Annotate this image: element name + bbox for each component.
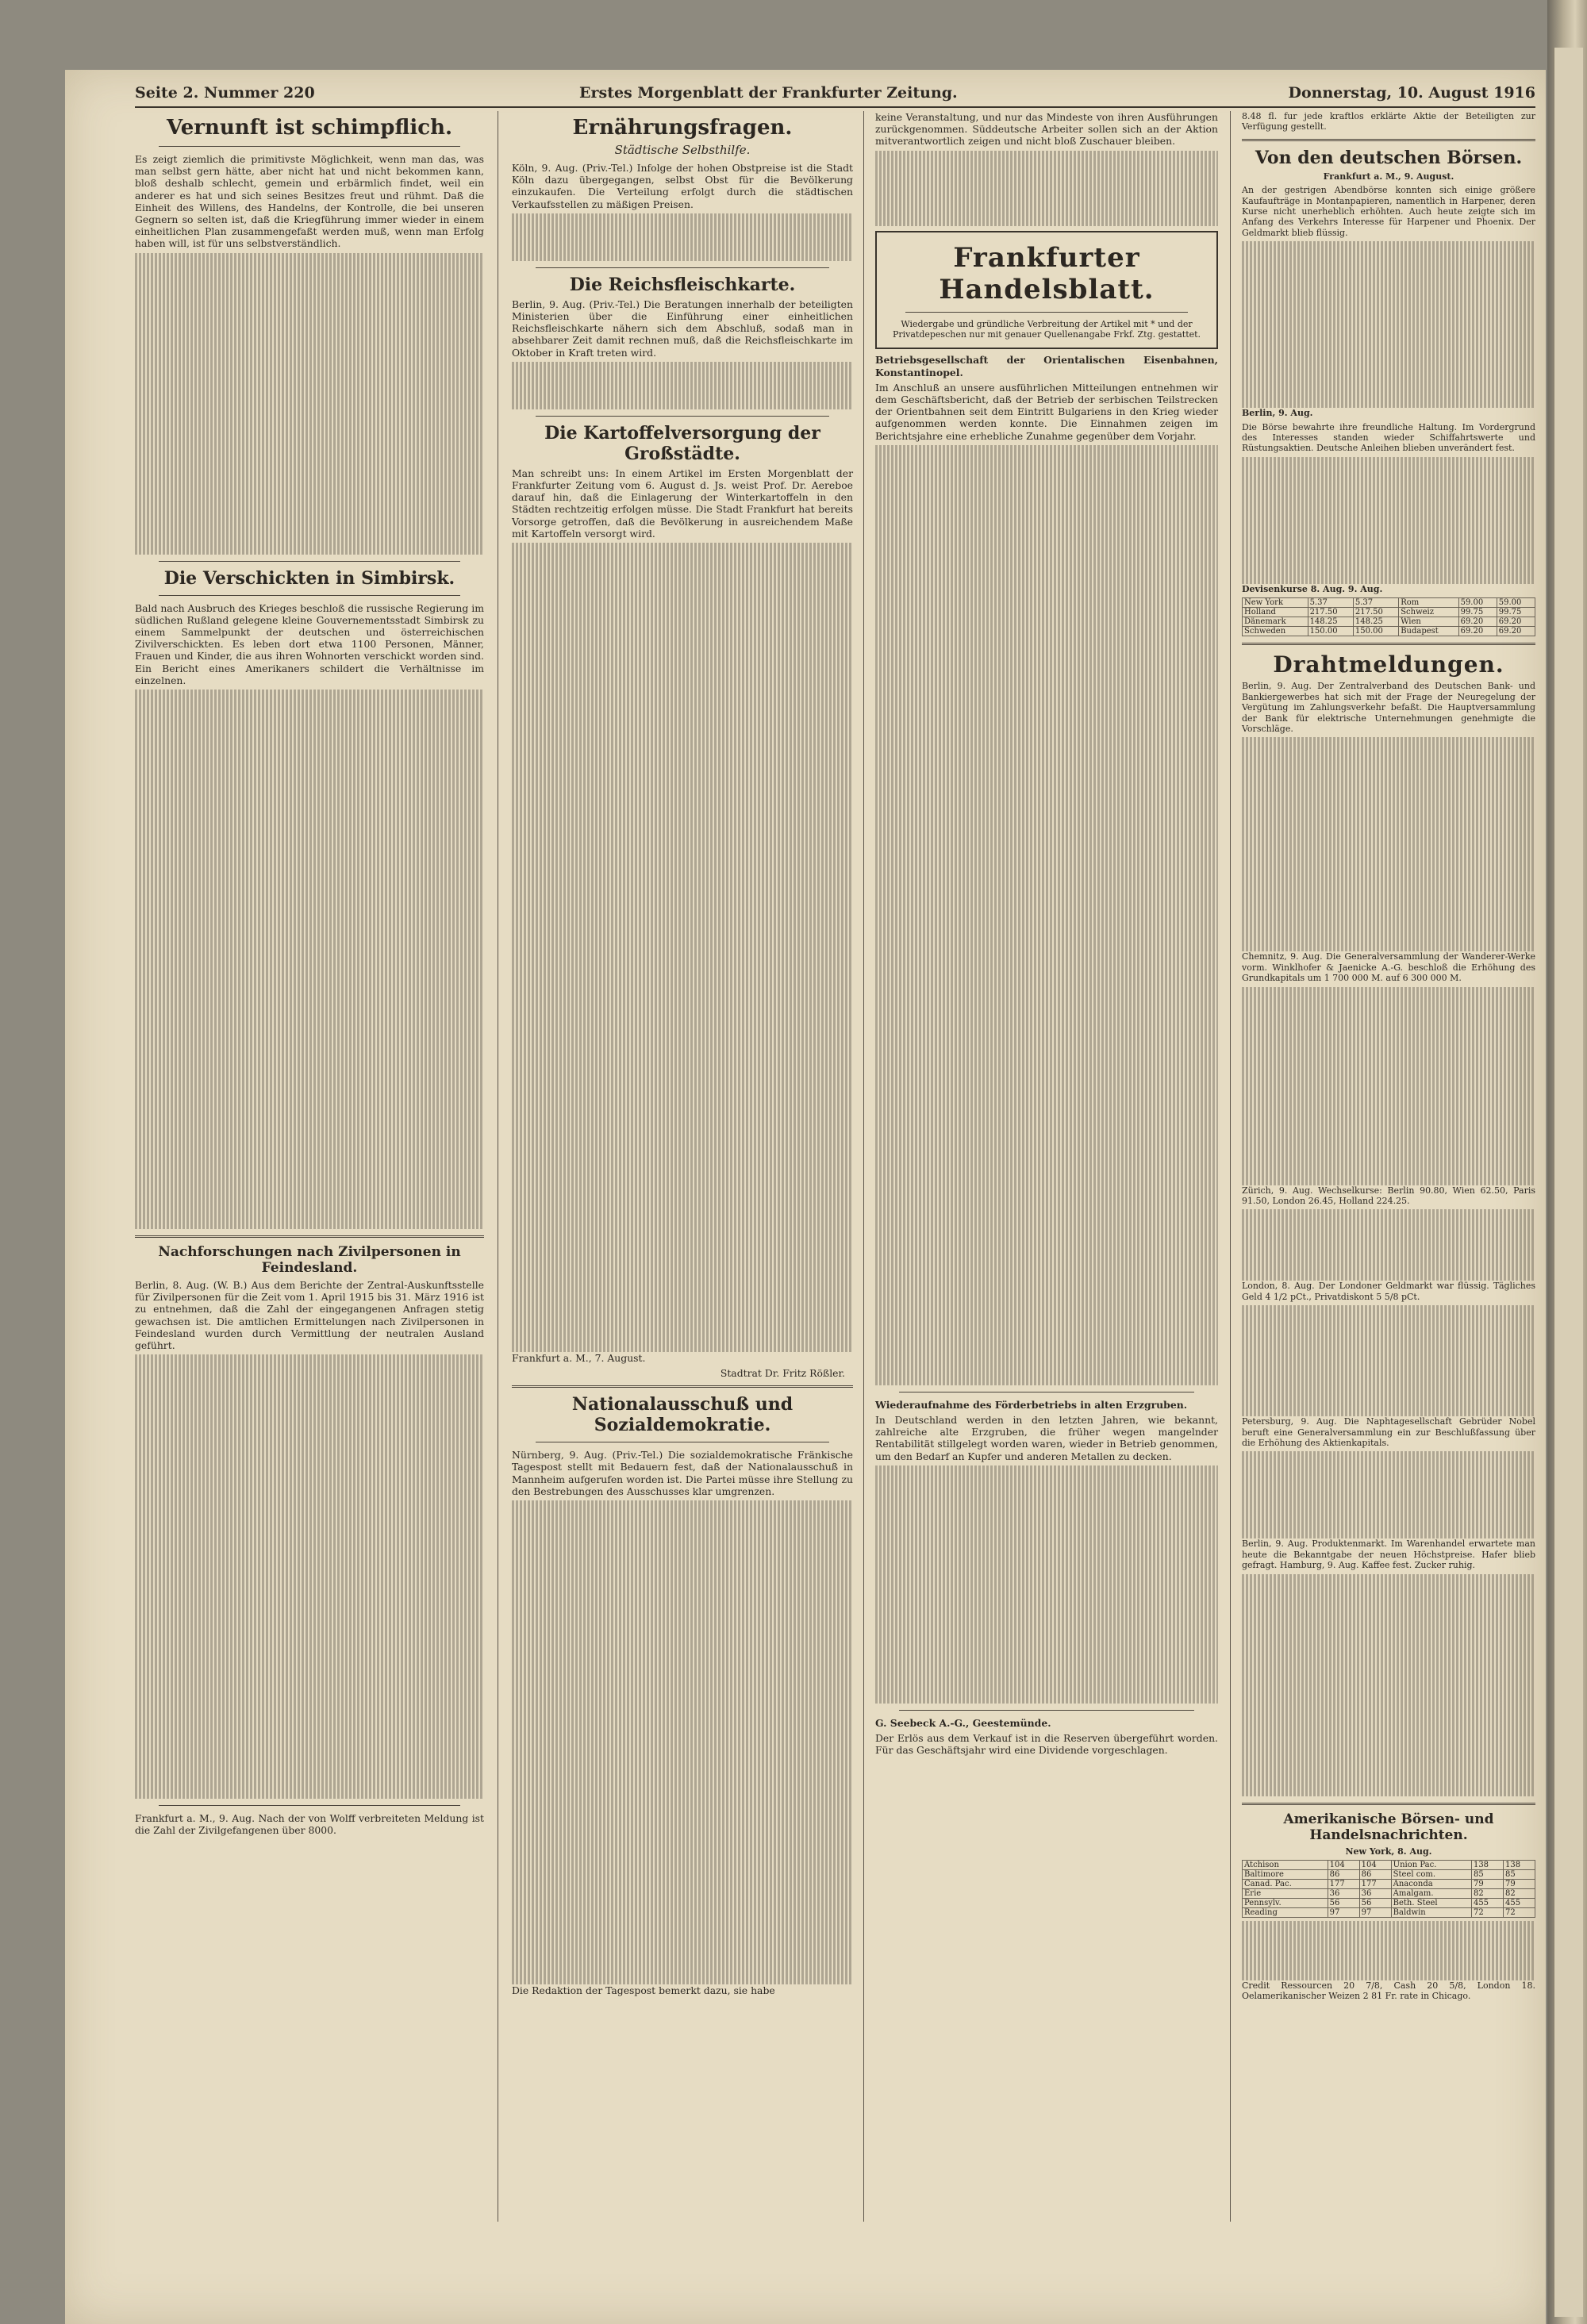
table-cell: 82 (1503, 1889, 1535, 1899)
table-cell: Beth. Steel (1391, 1899, 1471, 1908)
newyork-table (1242, 1860, 1535, 1918)
article-body: Bald nach Ausbruch des Krieges beschloß die russische Regierung im südlichen Rußland gelegene kleine Gouvernementsstadt Simbirsk zu einem Sammelpunkt der deutschen und österreichischen Zivilverschickten. Es leben dort etwa 1100 Personen, Männer, Frauen und Kinder, die aus ihren Wohnorten verschickt worden sind. Ein Bericht eines Amerikaners schildert die Verhältnisse im einzelnen. (135, 601, 484, 686)
table-cell: Holland (1243, 608, 1308, 617)
table-cell: 177 (1328, 1880, 1359, 1889)
issue-date: Donnerstag, 10. August 1916 (1288, 84, 1535, 102)
table-cell: Schweiz (1399, 608, 1458, 617)
table-cell: 97 (1359, 1908, 1391, 1918)
table-row (1243, 617, 1535, 627)
article-footer: Credit Ressourcen 20 7/8, Cash 20 5/8, London 18. Oelamerikanischer Weizen 2 81 Fr. rate in Chicago. (1242, 1980, 1535, 2002)
article-body: Köln, 9. Aug. (Priv.-Tel.) Infolge der hohen Obstpreise ist die Stadt Köln dazu übergegangen, selbst Obst für die Bevölkerung einzukaufen. Die Verteilung erfolgt durch die städtischen Verkaufsstellen zu mäßigen Preisen. (512, 162, 853, 210)
article-body: Petersburg, 9. Aug. Die Naphtagesellschaft Gebrüder Nobel beruft eine Generalversammlung ein zur Beschlußfassung über die Erhöhung des Aktienkapitals. (1242, 1416, 1535, 1448)
table-cell: Pennsylv. (1243, 1899, 1328, 1908)
article-title: Betriebsgesellschaft der Orientalischen Eisenbahnen, Konstantinopel. (875, 354, 1218, 378)
article-body: An der gestrigen Abendbörse konnten sich einige größere Kaufaufträge in Montanpapieren, namentlich in Harpener, deren Kurse nicht unerheblich erhöhten. Auch heute zeigte sich im Anfang des Verkehrs Interesse für Harpener und Phoenix. Der Geldmarkt blieb flüssig. (1242, 185, 1535, 238)
table-cell: 138 (1503, 1861, 1535, 1870)
article-title: Nachforschungen nach Zivilpersonen in Feindesland. (158, 1244, 461, 1277)
table-cell: 56 (1359, 1899, 1391, 1908)
table-cell: 5.37 (1308, 598, 1353, 608)
table-row (1243, 1908, 1535, 1918)
table-cell: 455 (1503, 1899, 1535, 1908)
table-cell: 85 (1503, 1870, 1535, 1880)
article-body: Berlin, 8. Aug. (W. B.) Aus dem Berichte der Zentral-Auskunftsstelle für Zivilpersonen für die Zeit vom 1. April 1915 bis 31. März 1916 ist zu entnehmen, daß die Zahl der eingegangenen Anfragen stetig gewachsen ist. Die amtlichen Ermittelungen nach Zivilpersonen in Feindesland wurden durch Vermittlung der neutralen Ausland geführt. (135, 1279, 484, 1352)
table-cell: 79 (1503, 1880, 1535, 1889)
table-cell: 72 (1471, 1908, 1503, 1918)
article-title: Von den deutschen Börsen. (1255, 147, 1523, 168)
table-row (1243, 1889, 1535, 1899)
table-row (1243, 1899, 1535, 1908)
table-cell: New York (1243, 598, 1308, 608)
article-body: Berlin, 9. Aug. Produktenmarkt. Im Warenhandel erwartete man heute die Bekanntgabe der neuen Höchstpreise. Hafer blieb gefragt. Hamburg, 9. Aug. Kaffee fest. Zucker ruhig. (1242, 1538, 1535, 1571)
table-cell: Anaconda (1391, 1880, 1471, 1889)
table-cell: 99.75 (1497, 608, 1535, 617)
table-cell: 59.00 (1458, 598, 1497, 608)
article-body: In Deutschland werden in den letzten Jahren, wie bekannt, zahlreiche alte Erzgruben, die früher wegen mangelnder Rentabilität stillgelegt worden waren, wieder in Betrieb genommen, um den Bedarf an Kupfer und anderen Metallen zu decken. (875, 1414, 1218, 1462)
article-title: Die Kartoffelversorgung der Großstädte. (544, 422, 820, 464)
table-row (1243, 608, 1535, 617)
table-cell: Reading (1243, 1908, 1328, 1918)
table-row (1243, 1880, 1535, 1889)
table-cell: 217.50 (1308, 608, 1353, 617)
article-title: Wiederaufnahme des Förderbetriebs in alten Erzgruben. (875, 1398, 1188, 1411)
table-cell: 69.20 (1458, 627, 1497, 636)
table-cell: 79 (1471, 1880, 1503, 1889)
table-cell: Schweden (1243, 627, 1308, 636)
article-body: Es zeigt ziemlich die primitivste Möglichkeit, wenn man das, was man selbst gern hätte, aber nicht hat und nicht bekommen kann, bloß deshalb schlecht, gemein und erbärmlich findet, weil ein anderer es hat und sich seines Besitzes freut und rühmt. Daß die Einheit des Willens, des Handelns, der Kontrolle, die bei unseren Gegnern so selten ist, daß die Kriegführung immer wieder in einem einheitlichen Plan zusammengefaßt werden muß, wenn man Erfolg haben will, ist für uns selbstverständlich. (135, 153, 484, 250)
table-cell: 69.20 (1458, 617, 1497, 627)
article-body: Chemnitz, 9. Aug. Die Generalversammlung der Wanderer-Werke vorm. Winklhofer & Jaenicke A.-G. beschloß die Erhöhung des Grundkapitals um 1 700 000 M. auf 6 300 000 M. (1242, 951, 1535, 984)
adjacent-page-edge (1554, 48, 1583, 2317)
table-cell: Budapest (1399, 627, 1458, 636)
article-body: Berlin, 9. Aug. (Priv.-Tel.) Die Beratungen innerhalb der beteiligten Ministerien über die Einführung einer einheitlichen Reichsfleischkarte nähern sich dem Abschluß, sodaß man in absehbarer Zeit damit rechnen muß, daß die Reichsfleischkarte im Oktober in Kraft treten wird. (512, 298, 853, 359)
section-banner (875, 231, 1218, 350)
article-body: Zürich, 9. Aug. Wechselkurse: Berlin 90.80, Wien 62.50, Paris 91.50, London 26.45, Holland 224.25. (1242, 1185, 1535, 1206)
table-row (1243, 598, 1535, 608)
table-cell: 69.20 (1497, 617, 1535, 627)
article-subtitle: Städtische Selbsthilfe. (614, 143, 751, 157)
article-body: Die Börse bewahrte ihre freundliche Haltung. Im Vordergrund des Interesses standen wieder Schiffahrtswerte und Rüstungsaktien. Deutsche Anleihen blieben unverändert fest. (1242, 421, 1535, 454)
article-title: Amerikanische Börsen- und Handelsnachrichten. (1283, 1811, 1494, 1843)
table-cell: Dänemark (1243, 617, 1308, 627)
table-cell: 56 (1328, 1899, 1359, 1908)
table-cell: Amalgam. (1391, 1889, 1471, 1899)
article-title: Die Verschickten in Simbirsk. (163, 567, 455, 589)
column-3 (875, 111, 1218, 1759)
table-cell: 72 (1503, 1908, 1535, 1918)
table-cell: Baldwin (1391, 1908, 1471, 1918)
article-body: Man schreibt uns: In einem Artikel im Ersten Morgenblatt der Frankfurter Zeitung vom 6. August d. Js. weist Prof. Dr. Aereboe darauf hin, daß die Einlagerung der Winterkartoffeln in den Städten rechtzeitig erfolgen müsse. Die Stadt Frankfurt hat bereits Vorsorge getroffen, daß die Bevölkerung in ausreichendem Maße mit Kartoffeln versorgt wird. (512, 467, 853, 540)
page-number: Seite 2. Nummer 220 (135, 84, 315, 102)
table-cell: 69.20 (1497, 627, 1535, 636)
table-row (1243, 1861, 1535, 1870)
article-continuation: 8.48 fl. fur jede kraftlos erklärte Aktie der Beteiligten zur Verfügung gestellt. (1242, 111, 1535, 133)
table-cell: 99.75 (1458, 608, 1497, 617)
article-title: Vernunft ist schimpflich. (166, 116, 453, 140)
table-cell: Wien (1399, 617, 1458, 627)
table-cell: 59.00 (1497, 598, 1535, 608)
table-cell: 150.00 (1308, 627, 1353, 636)
article-place: Frankfurt a. M., 7. August. (512, 1352, 646, 1365)
article-footer: Frankfurt a. M., 9. Aug. Nach der von Wolff verbreiteten Meldung ist die Zahl der Zivilgefangenen über 8000. (135, 1812, 484, 1837)
table-cell: 5.37 (1353, 598, 1398, 608)
table-cell: 36 (1328, 1889, 1359, 1899)
article-dateline: Berlin, 9. Aug. (1242, 408, 1313, 419)
table-cell: 104 (1359, 1861, 1391, 1870)
table-cell: 104 (1328, 1861, 1359, 1870)
article-body: Nürnberg, 9. Aug. (Priv.-Tel.) Die sozialdemokratische Fränkische Tagespost stellt mit Bedauern fest, daß der Nationalausschuß in Mannheim aufgerufen worden ist. Die Partei müsse ihre Stellung zu den Bestrebungen des Ausschusses klar umgrenzen. (512, 1449, 853, 1497)
table-cell: 148.25 (1308, 617, 1353, 627)
table-cell: Canad. Pac. (1243, 1880, 1328, 1889)
article-dateline: Frankfurt a. M., 9. August. (1323, 171, 1454, 182)
article-title: Die Reichsfleischkarte. (569, 274, 796, 295)
column-2 (512, 111, 853, 1999)
article-body: Im Anschluß an unsere ausführlichen Mitteilungen entnehmen wir dem Geschäftsbericht, daß der Betrieb der serbischen Teilstrecken der Orientbahnen seit dem Eintritt Bulgariens in den Krieg wieder aufgenommen werden konnte. Die Einnahmen zeigen im Berichtsjahre eine erhebliche Zunahme gegenüber dem Vorjahr. (875, 381, 1218, 442)
section-title: Frankfurter Handelsblatt. (939, 241, 1155, 305)
article-body: Der Erlös aus dem Verkauf ist in die Reserven übergeführt worden. Für das Geschäftsjahr wird eine Dividende vorgeschlagen. (875, 1732, 1218, 1757)
article-title: Nationalausschuß und Sozialdemokratie. (571, 1394, 794, 1436)
table-caption: Devisenkurse 8. Aug. 9. Aug. (1242, 583, 1383, 594)
table-cell: 86 (1359, 1870, 1391, 1880)
devisen-table (1242, 597, 1535, 636)
table-cell: 217.50 (1353, 608, 1398, 617)
table-cell: Rom (1399, 598, 1458, 608)
section-note: Wiedergabe und gründliche Verbreitung der Artikel mit * und der Privatdepeschen nur mit genauer Quellenangabe Frkf. Ztg. gestattet. (892, 318, 1201, 340)
table-cell: 36 (1359, 1889, 1391, 1899)
table-cell: Steel com. (1391, 1870, 1471, 1880)
article-body: London, 8. Aug. Der Londoner Geldmarkt war flüssig. Tägliches Geld 4 1/2 pCt., Privatdiskont 5 5/8 pCt. (1242, 1281, 1535, 1302)
article-signature: Stadtrat Dr. Fritz Rößler. (720, 1367, 845, 1380)
article-continuation: keine Veranstaltung, und nur das Mindeste von ihren Ausführungen zurückgenommen. Süddeutsche Arbeiter sollen sich an der Aktion mitverantwortlich zeigen und nicht bloß Zuschauer bleiben. (875, 111, 1218, 148)
page-header (135, 79, 1535, 108)
table-cell: Baltimore (1243, 1870, 1328, 1880)
article-dateline: New York, 8. Aug. (1345, 1846, 1432, 1857)
table-cell: Erie (1243, 1889, 1328, 1899)
table-cell: 455 (1471, 1899, 1503, 1908)
masthead: Erstes Morgenblatt der Frankfurter Zeitung. (579, 84, 958, 102)
article-title: Ernährungsfragen. (572, 116, 793, 140)
table-cell: 86 (1328, 1870, 1359, 1880)
table-cell: Atchison (1243, 1861, 1328, 1870)
table-cell: 148.25 (1353, 617, 1398, 627)
article-body: Berlin, 9. Aug. Der Zentralverband des Deutschen Bank- und Bankiergewerbes hat sich mit der Frage der Neuregelung der Vergütung im Zahlungsverkehr befaßt. Die Hauptversammlung der Bank für elektrische Unternehmungen genehmigte die Vorschläge. (1242, 681, 1535, 734)
table-cell: Union Pac. (1391, 1861, 1471, 1870)
column-4 (1242, 111, 1535, 2005)
table-cell: 85 (1471, 1870, 1503, 1880)
table-cell: 82 (1471, 1889, 1503, 1899)
table-row (1243, 627, 1535, 636)
article-title: G. Seebeck A.-G., Geestemünde. (875, 1716, 1051, 1729)
table-row (1243, 1870, 1535, 1880)
table-cell: 138 (1471, 1861, 1503, 1870)
section-title: Drahtmeldungen. (1273, 651, 1504, 678)
table-cell: 150.00 (1353, 627, 1398, 636)
table-cell: 177 (1359, 1880, 1391, 1889)
article-footer: Die Redaktion der Tagespost bemerkt dazu, sie habe (512, 1984, 775, 1997)
table-cell: 97 (1328, 1908, 1359, 1918)
column-1 (135, 111, 484, 1840)
